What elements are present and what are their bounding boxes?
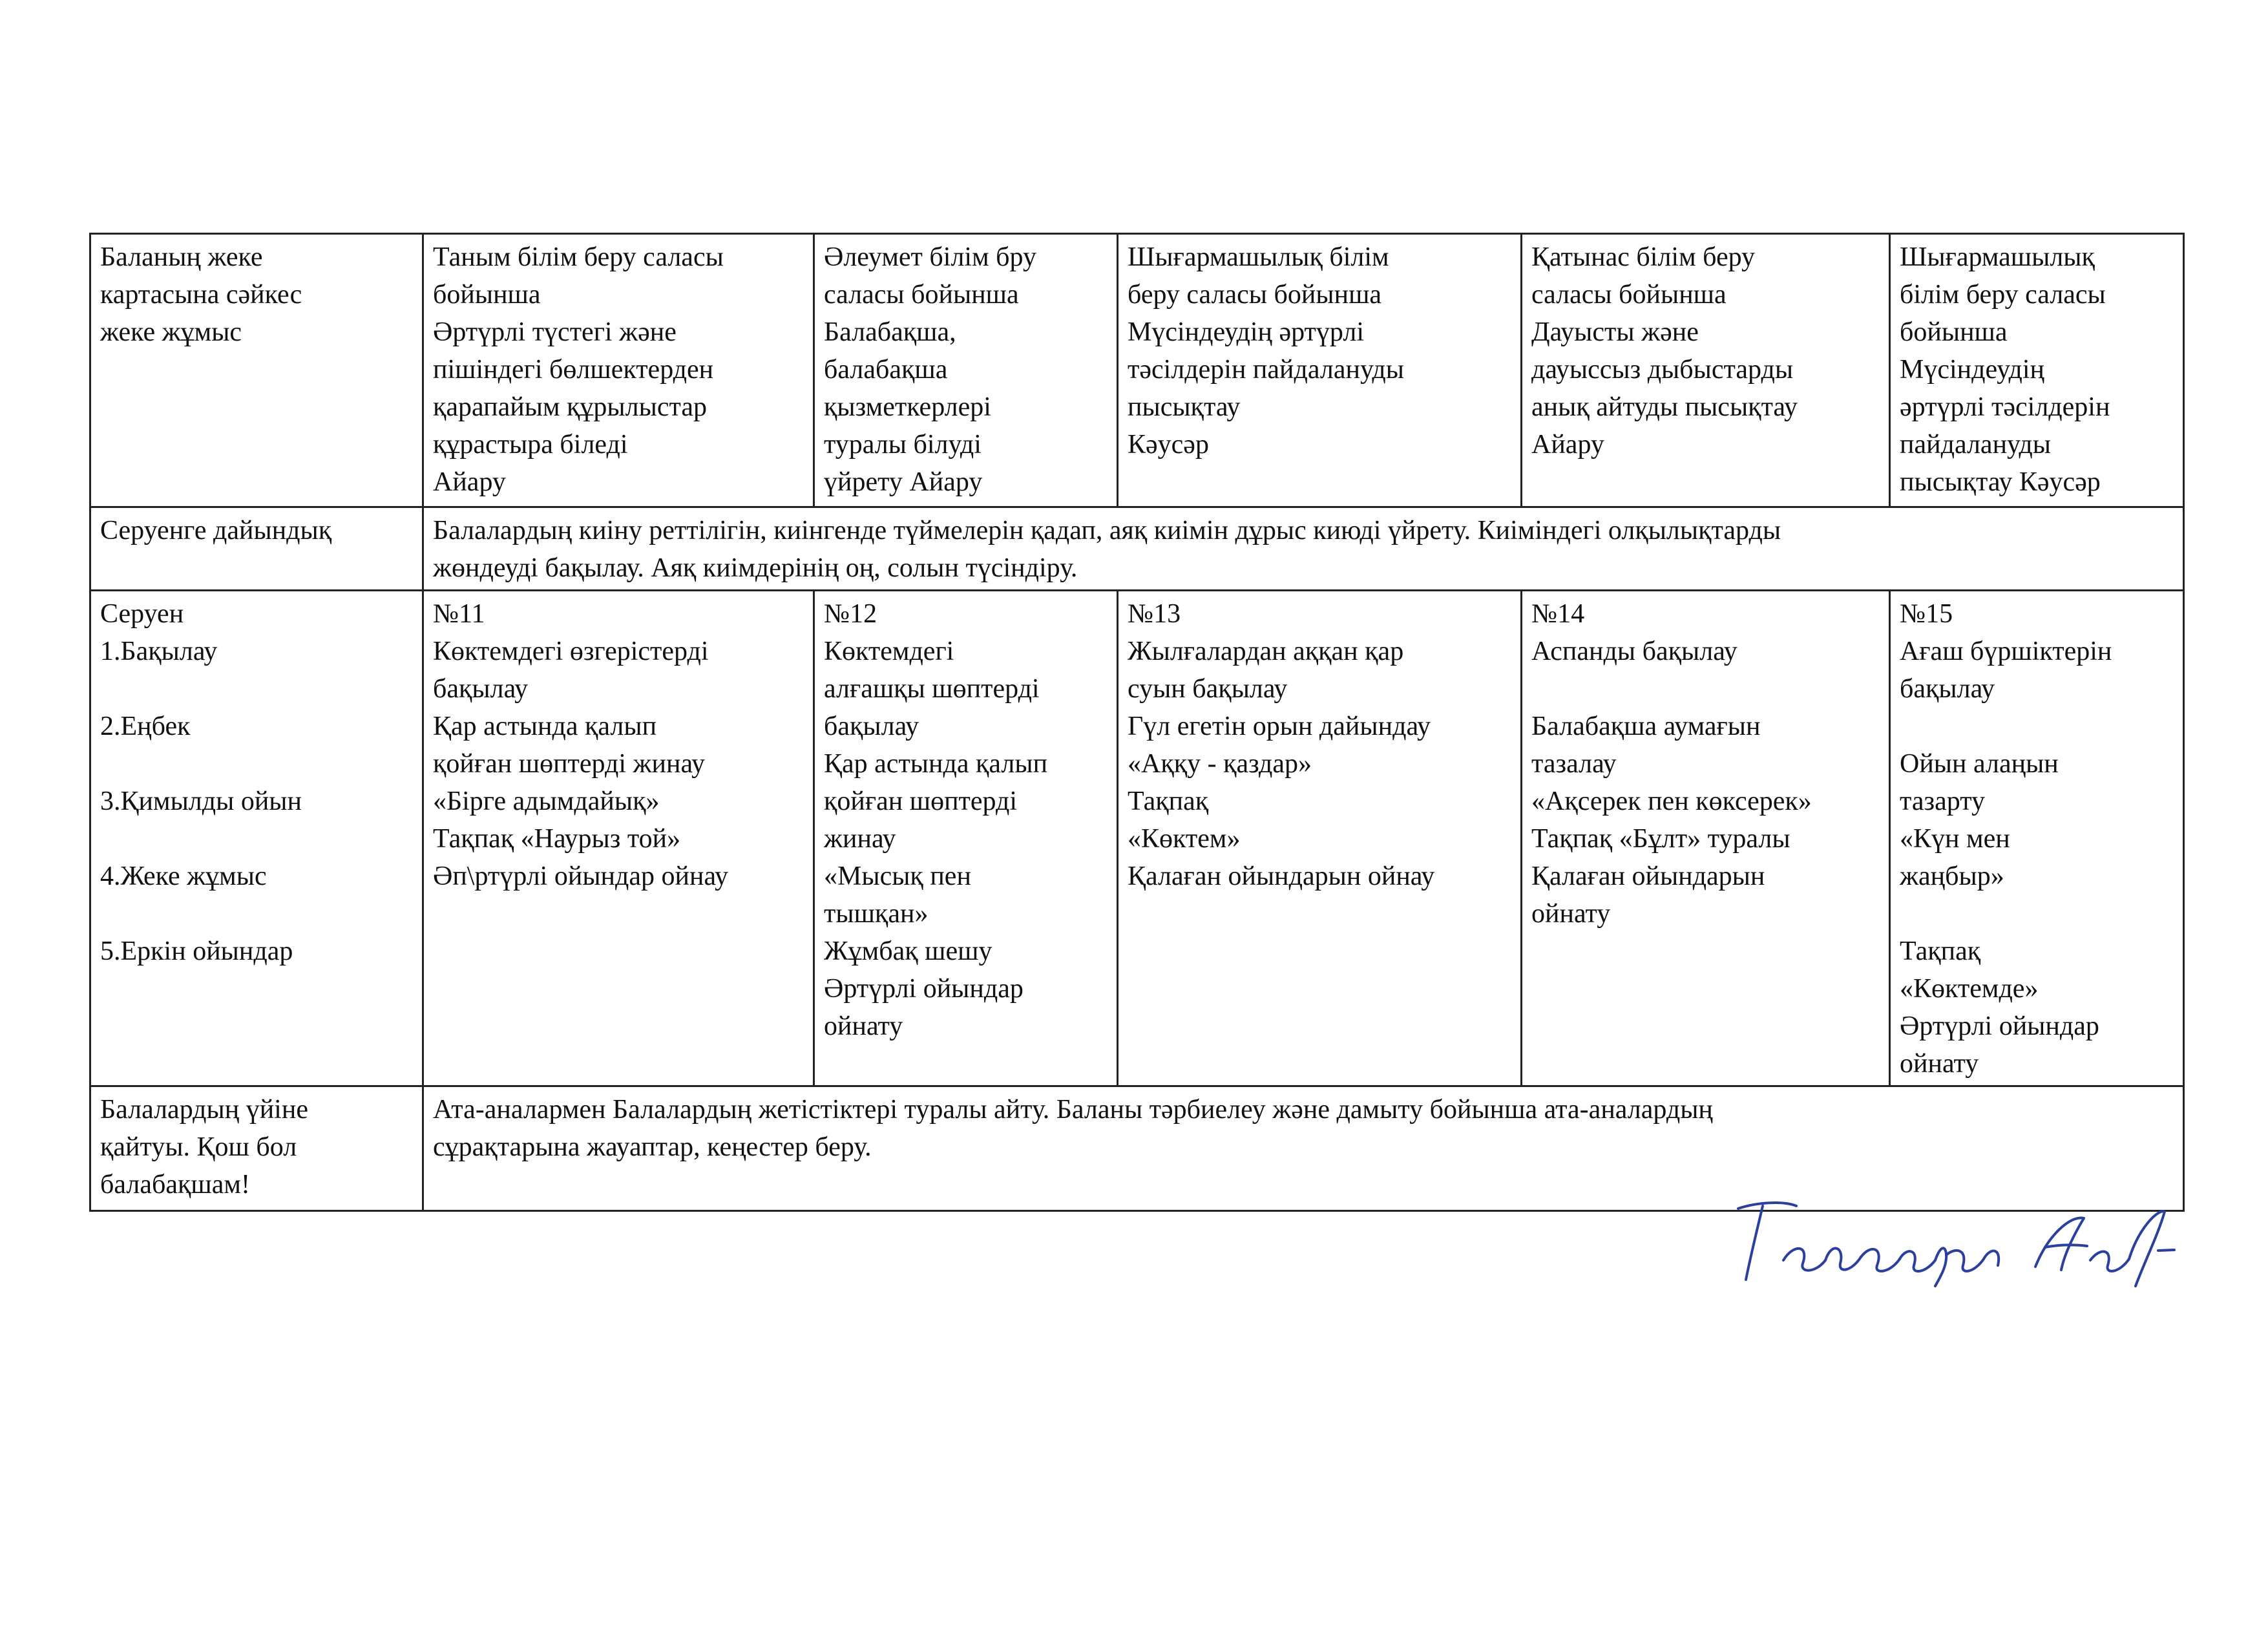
cell-line: Кәусәр bbox=[1128, 430, 1209, 460]
cell-communication bbox=[1522, 234, 1890, 507]
cell-line: бойынша bbox=[433, 280, 541, 310]
cell-walk-14 bbox=[1522, 591, 1890, 1086]
cell-cognition bbox=[423, 234, 814, 507]
cell-social bbox=[814, 234, 1118, 507]
cell-line: пысықтау bbox=[1128, 392, 1241, 422]
cell-line: 3.Қимылды ойын bbox=[100, 787, 302, 816]
cell-line: 2.Еңбек bbox=[100, 712, 191, 741]
cell-line: «Аққу - қаздар» bbox=[1128, 749, 1312, 779]
row-label-walk-preparation bbox=[90, 507, 423, 591]
cell-line: пысықтау Кәусәр bbox=[1900, 467, 2101, 497]
cell-line: балабақша bbox=[824, 355, 948, 385]
line-gap bbox=[100, 745, 413, 783]
cell-line: Ағаш бүршіктерін bbox=[1900, 637, 2112, 666]
cell-line: 4.Жеке жұмыс bbox=[100, 861, 267, 891]
cell-line: Ата-аналармен Балалардың жетістіктері туралы айту. Баланы тәрбиелеу және дамыту бойынша ата-аналардың bbox=[433, 1095, 1713, 1125]
cell-line: Баланың жеке bbox=[100, 242, 263, 272]
cell-line: бойынша bbox=[1900, 317, 2008, 347]
table-row bbox=[90, 591, 2184, 1086]
cell-line: Ойын алаңын bbox=[1900, 749, 2059, 779]
cell-line: бақылау bbox=[1900, 674, 1995, 704]
cell-line: тазарту bbox=[1900, 787, 1985, 816]
cell-walk-15 bbox=[1890, 591, 2184, 1086]
cell-line: Балалардың үйіне bbox=[100, 1095, 308, 1125]
cell-line: бақылау bbox=[433, 674, 529, 704]
cell-line: Мүсіндеудің bbox=[1900, 355, 2044, 385]
cell-line: Көктемдегі bbox=[824, 637, 954, 666]
cell-walk-13 bbox=[1118, 591, 1522, 1086]
cell-line: суын бақылау bbox=[1128, 674, 1288, 704]
cell-line: «Көктем» bbox=[1128, 824, 1241, 854]
cell-line: Тақпақ «Наурыз той» bbox=[433, 824, 681, 854]
cell-line: жинау bbox=[824, 824, 896, 854]
cell-line: Қалаған ойындарын bbox=[1531, 861, 1765, 891]
cell-walk-12 bbox=[814, 591, 1118, 1086]
cell-line: Шығармашылық білім bbox=[1128, 242, 1389, 272]
cell-line: Серуен bbox=[100, 599, 184, 629]
cell-line: 5.Еркін ойындар bbox=[100, 936, 293, 966]
cell-line: беру саласы бойынша bbox=[1128, 280, 1382, 310]
cell-line: тышқан» bbox=[824, 899, 929, 929]
cell-line: «Мысық пен bbox=[824, 861, 971, 891]
cell-walk-11 bbox=[423, 591, 814, 1086]
cell-line: қойған шөптерді bbox=[824, 787, 1018, 816]
daily-plan-table bbox=[89, 233, 2185, 1212]
cell-line: қойған шөптерді жинау bbox=[433, 749, 706, 779]
cell-line: Балабақша аумағын bbox=[1531, 712, 1761, 741]
line-gap bbox=[1900, 708, 2174, 745]
cell-creativity bbox=[1118, 234, 1522, 507]
cell-creativity-2 bbox=[1890, 234, 2184, 507]
cell-line: балабақшам! bbox=[100, 1170, 250, 1199]
cell-line: сұрақтарына жауаптар, кеңестер беру. bbox=[433, 1132, 872, 1162]
cell-line: үйрету Айару bbox=[824, 467, 983, 497]
cell-line: 1.Бақылау bbox=[100, 637, 218, 666]
cell-line: Аспанды бақылау bbox=[1531, 637, 1738, 666]
cell-line: №13 bbox=[1128, 599, 1181, 629]
cell-line: Тақпақ bbox=[1900, 936, 1981, 966]
line-gap bbox=[100, 820, 413, 858]
cell-line: Әртүрлі ойындар bbox=[1900, 1011, 2099, 1041]
cell-line: саласы бойынша bbox=[824, 280, 1019, 310]
table-row bbox=[90, 234, 2184, 507]
cell-line: Әртүрлі түстегі және bbox=[433, 317, 677, 347]
cell-line: Әртүрлі ойындар bbox=[824, 974, 1024, 1004]
cell-line: анық айтуды пысықтау bbox=[1531, 392, 1798, 422]
cell-line: Айару bbox=[433, 467, 506, 497]
handwritten-signature bbox=[1712, 1183, 2178, 1293]
cell-line: №12 bbox=[824, 599, 877, 629]
cell-line: «Ақсерек пен көксерек» bbox=[1531, 787, 1812, 816]
cell-line: қайтуы. Қош бол bbox=[100, 1132, 297, 1162]
cell-line: Қар астында қалып bbox=[824, 749, 1048, 779]
cell-line: ойнату bbox=[1531, 899, 1611, 929]
cell-line: Гүл егетін орын дайындау bbox=[1128, 712, 1431, 741]
cell-line: №11 bbox=[433, 599, 485, 629]
cell-line: Жұмбақ шешу bbox=[824, 936, 992, 966]
cell-line: әртүрлі тәсілдерін bbox=[1900, 392, 2110, 422]
cell-line: туралы білуді bbox=[824, 430, 982, 460]
row-label-walk bbox=[90, 591, 423, 1086]
cell-line: жеке жұмыс bbox=[100, 317, 242, 347]
cell-line: алғашқы шөптерді bbox=[824, 674, 1040, 704]
cell-line: Балабақша, bbox=[824, 317, 956, 347]
cell-line: картасына сәйкес bbox=[100, 280, 302, 310]
cell-line: Көктемдегі өзгерістерді bbox=[433, 637, 709, 666]
cell-line: №14 bbox=[1531, 599, 1585, 629]
cell-line: дауыссыз дыбыстарды bbox=[1531, 355, 1794, 385]
cell-line: пішіндегі бөлшектерден bbox=[433, 355, 714, 385]
cell-line: Жылғалардан аққан қар bbox=[1128, 637, 1404, 666]
line-gap bbox=[100, 895, 413, 933]
cell-line: Тақпақ «Бұлт» туралы bbox=[1531, 824, 1790, 854]
table-row bbox=[90, 507, 2184, 591]
cell-line: «Күн мен bbox=[1900, 824, 2010, 854]
cell-line: жаңбыр» bbox=[1900, 861, 2004, 891]
cell-line: құрастыра біледі bbox=[433, 430, 628, 460]
cell-line: Балалардың киіну реттілігін, киінгенде түймелерін қадап, аяқ киімін дұрыс киюді үйрету. Киіміндегі олқылықтарды bbox=[433, 516, 1781, 545]
row-label-going-home bbox=[90, 1086, 423, 1211]
cell-line: Тақпақ bbox=[1128, 787, 1209, 816]
cell-line: қарапайым құрылыстар bbox=[433, 392, 707, 422]
cell-line: Таным білім беру саласы bbox=[433, 242, 724, 272]
cell-line: Әлеумет білім бру bbox=[824, 242, 1036, 272]
cell-line: Серуенге дайындық bbox=[100, 516, 332, 545]
cell-line: тәсілдерін пайдалануды bbox=[1128, 355, 1404, 385]
cell-line: білім беру саласы bbox=[1900, 280, 2106, 310]
cell-line: Әп\ртүрлі ойындар ойнау bbox=[433, 861, 728, 891]
cell-line: Мүсіндеудің әртүрлі bbox=[1128, 317, 1364, 347]
cell-line: Қар астында қалып bbox=[433, 712, 657, 741]
cell-line: Қалаған ойындарын ойнау bbox=[1128, 861, 1435, 891]
cell-line: Дауысты және bbox=[1531, 317, 1699, 347]
cell-line: Айару bbox=[1531, 430, 1604, 460]
cell-line: №15 bbox=[1900, 599, 1953, 629]
cell-line: тазалау bbox=[1531, 749, 1617, 779]
cell-line: Шығармашылық bbox=[1900, 242, 2095, 272]
line-gap bbox=[1900, 895, 2174, 933]
cell-walk-preparation bbox=[423, 507, 2184, 591]
line-gap bbox=[100, 670, 413, 708]
cell-line: жөндеуді бақылау. Аяқ киімдерінің оң, солын түсіндіру. bbox=[433, 553, 1078, 583]
cell-line: ойнату bbox=[824, 1011, 903, 1041]
cell-line: пайдалануды bbox=[1900, 430, 2051, 460]
cell-line: «Көктемде» bbox=[1900, 974, 2039, 1004]
cell-line: қызметкерлері bbox=[824, 392, 991, 422]
row-label-individual-work bbox=[90, 234, 423, 507]
cell-line: бақылау bbox=[824, 712, 919, 741]
line-gap bbox=[1531, 670, 1880, 708]
cell-line: «Бірге адымдайық» bbox=[433, 787, 660, 816]
cell-line: саласы бойынша bbox=[1531, 280, 1727, 310]
cell-line: ойнату bbox=[1900, 1049, 1979, 1079]
cell-line: Қатынас білім беру bbox=[1531, 242, 1756, 272]
